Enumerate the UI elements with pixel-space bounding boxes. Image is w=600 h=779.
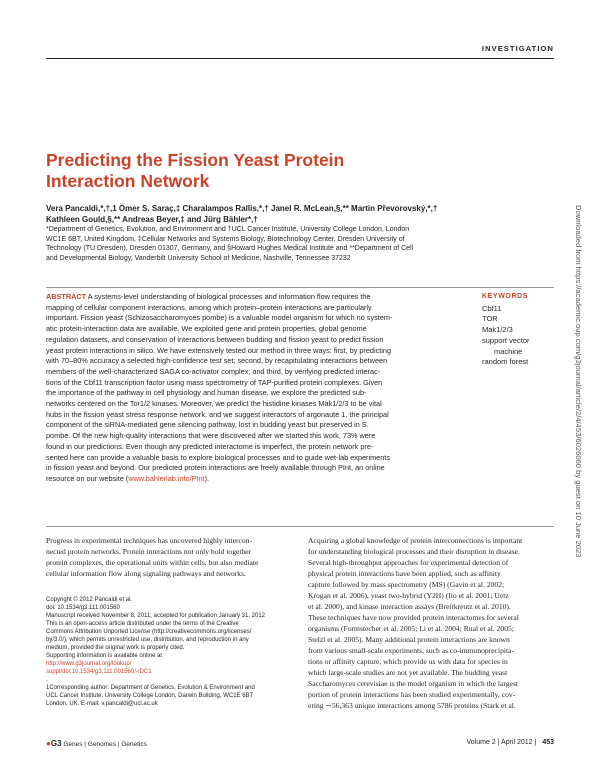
body-line: tions or affinity capture, which provide us with data for species in: [308, 657, 508, 666]
author-list: [46, 203, 501, 225]
author-line-2: Kathleen Gould,§,** Andreas Beyer,‡ and Jürg Bähler*,†: [46, 215, 258, 224]
abstract-line: in fission yeast and beyond. Our predicted protein interactions are freely available through PInt, an online: [46, 463, 385, 473]
abstract-line-last: resource on our website (www.bahlerlab.info/PInt).: [46, 473, 210, 483]
body-line: Stelzl et al. 2005). Many additional protein interactions are known: [308, 635, 510, 644]
article-metadata: [46, 596, 296, 708]
body-line: nected protein networks. Protein interactions not only hold together: [46, 547, 252, 556]
affiliation-line: *Department of Genetics, Evolution, and Environment and †UCL Cancer Institute, University College London, London: [46, 226, 410, 233]
body-line: physical protein interactions have been applied, such as affinity: [308, 569, 501, 578]
supporting-link-2[interactable]: suppl/doi:10.1534/g3.111.001560/-/DC1: [46, 669, 152, 675]
affiliation-line: WC1E 6BT, United Kingdom, ‡Cellular Networks and Systems Biology, Biotechnology Center, Dresden University of: [46, 235, 405, 243]
keyword-item: random forest: [482, 357, 529, 367]
article-title: [46, 150, 446, 192]
abstract-label: ABSTRACT: [46, 292, 87, 301]
title-line-2: Interaction Network: [46, 171, 210, 191]
g3-logo: ●G3: [46, 739, 62, 748]
journal-name: Genes | Genomes | Genetics: [63, 741, 147, 748]
keywords-label: KEYWORDS: [482, 293, 529, 300]
body-line: Acquiring a global knowledge of protein interconnections is important: [308, 536, 523, 545]
supporting-link[interactable]: http://www.g3journal.org/lookup/: [46, 661, 132, 667]
body-line: Several high-throughput approaches for experimental detection of: [308, 558, 509, 567]
body-line: which large-scale studies are not yet available. The budding yeast: [308, 668, 508, 677]
body-line: These techniques have now provided protein interactomes for several: [308, 613, 519, 622]
keyword-item: Cbf11: [482, 303, 502, 313]
license-line: Commons Attribution Unported License (http://creativecommons.org/licenses/: [46, 629, 252, 635]
pint-link[interactable]: www.bahlerlab.info/PInt: [128, 473, 205, 483]
keyword-item: Mak1/2/3: [482, 325, 513, 335]
section-rule: [46, 526, 554, 527]
corresponding-line: 1Corresponding author: Department of Genetics, Evolution & Environment and: [46, 685, 255, 691]
body-line: portion of protein interactions has been studied experimentally, cov-: [308, 690, 516, 699]
page-number: 453: [542, 739, 554, 746]
manuscript-dates: Manuscript received November 8, 2011; accepted for publication January 31, 2012: [46, 613, 266, 619]
abstract-line: mapping of cellular component interactions, among which protein–protein interactions are particularly: [46, 302, 372, 312]
body-line: Progress in experimental techniques has uncovered highly intercon-: [46, 536, 253, 545]
download-watermark: Downloaded from https://academic.oup.com/g3journal/article/2/4/453/6026060 by guest on 10 June 2023: [574, 205, 583, 558]
author-line-1: Vera Pancaldi,*,†,1 Ömer S. Saraç,‡ Charalampos Rallis,*,† Janel R. McLean,§,** Martin Převorovský,*,†: [46, 204, 438, 213]
abstract-line: atic protein-interaction data are available. We exploited gene and protein properties, global genome: [46, 324, 367, 334]
abstract-line: important. Fission yeast (Schizosaccharomyces pombe) is a valuable model organism for which no system-: [46, 313, 393, 323]
abstract-line: component of the siRNA-mediated gene silencing pathway, lost in budding yeast but preserved in S.: [46, 420, 369, 430]
keyword-item: TOR: [482, 314, 498, 324]
volume-info: Volume 2 | April 2012 |: [466, 739, 537, 746]
body-line: et al. 2000), and kinase interaction assays (Breitkreutz et al. 2010).: [308, 602, 511, 611]
supporting-info: Supporting information is available online at http://www.g3journal.org/lookup/: [46, 653, 163, 667]
body-column-2: [308, 535, 554, 711]
license-line: medium, provided the original work is properly cited.: [46, 645, 185, 651]
copyright: Copyright © 2012 Pancaldi et al.: [46, 597, 133, 603]
abstract-line: sented here can provide a valuable basis to explore biological processes and to guide wet-lab experiments: [46, 452, 390, 462]
body-line: ering ∼56,363 unique interactions among 5786 proteins (Stark et al.: [308, 701, 516, 710]
license-line: by/3.0/), which permits unrestricted use, distribution, and reproduction in any: [46, 637, 249, 643]
keyword-item: machine: [494, 346, 523, 356]
body-line: Krogan et al. 2006), yeast two-hybrid (Y2H) (Ito et al. 2001; Uetz: [308, 591, 509, 600]
header-rule: [46, 58, 554, 59]
abstract-line: found in our predictions. Even though any predicted interactome is imperfect, the protein network pre-: [46, 441, 374, 451]
body-line: Saccharomyces cerevisiae is the model organism in which the largest: [308, 679, 518, 688]
footer-info: [467, 739, 554, 746]
title-line-1: Predicting the Fission Yeast Protein: [46, 150, 345, 170]
keywords-box: [482, 292, 562, 368]
abstract-line: with 70–80% accuracy a selected high-confidence test set; second, by recapitulating interactions between: [46, 356, 388, 366]
abstract-line: networks centered on the Tor1/2 kinases. Moreover, we predict the histidine kinases Mak1/2/3 to be vital: [46, 399, 382, 409]
section-label: INVESTIGATION: [481, 44, 554, 53]
abstract-line: tions of the Cbf11 transcription factor using mass spectrometry of TAP-purified protein complexes. Given: [46, 377, 383, 387]
journal-logo: [46, 739, 147, 748]
section-rule: [46, 287, 554, 288]
affiliations: [46, 225, 501, 263]
body-line: organisms (Formstecher et al. 2005; Li et al. 2004; Rual et al. 2005;: [308, 624, 514, 633]
doi: doi: 10.1534/g3.111.001560: [46, 605, 120, 611]
abstract-line: yeast protein interactions in silico. We have extensively tested our method in three ways: first, by predicting: [46, 345, 392, 355]
affiliation-line: Technology (TU Dresden), Dresden 01307, Germany, and §Howard Hughes Medical Institute and **Department of Cell: [46, 245, 414, 252]
supporting-info-2: suppl/doi:10.1534/g3.111.001560/-/DC1 .: [46, 669, 152, 683]
body-line: protein complexes, the operational units within cells, but also mediate: [46, 558, 259, 567]
body-line: capture followed by mass spectrometry (MS) (Gavin et al. 2002;: [308, 580, 505, 589]
corresponding-line: UCL Cancer Institute, University College London, Darwin Building, WC1E 6BT: [46, 693, 254, 699]
intro-paragraph: [46, 535, 296, 579]
abstract: [46, 292, 466, 485]
abstract-line-1: ABSTRACT A systems-level understanding of biological processes and information flow requires the: [46, 292, 371, 301]
body-line: for understanding biological processes and their disruption in disease.: [308, 547, 520, 556]
body-line: from various small-scale experiments, such as co-immunoprecipita-: [308, 646, 515, 655]
abstract-line: pombe. Of the new high-quality interactions that were discovered after we started this work, 73% were: [46, 431, 376, 441]
keyword-item: support vector: [482, 335, 530, 345]
license-line: This is an open-access article distributed under the terms of the Creative: [46, 621, 239, 627]
abstract-line: hubs in the fission yeast stress response network, and we suggest interactors of argonaute 1, the principal: [46, 409, 389, 419]
body-line: cellular information flow along signaling pathways and networks.: [46, 569, 246, 578]
abstract-line: regulation datasets, and conservation of interactions between budding and fission yeast to predict fission: [46, 334, 384, 344]
corresponding-line: London, UK. E-mail: v.pancaldi@ucl.ac.uk: [46, 701, 158, 707]
abstract-line: the importance of the pathway in cell physiology and human disease, we explore the predicted sub-: [46, 388, 367, 398]
abstract-line: members of the well-characterized SAGA co-activator complex; and third, by verifying predicted interac-: [46, 366, 381, 376]
affiliation-line: and Developmental Biology, Vanderbilt University School of Medicine, Nashville, Tennessee 37232: [46, 254, 351, 262]
